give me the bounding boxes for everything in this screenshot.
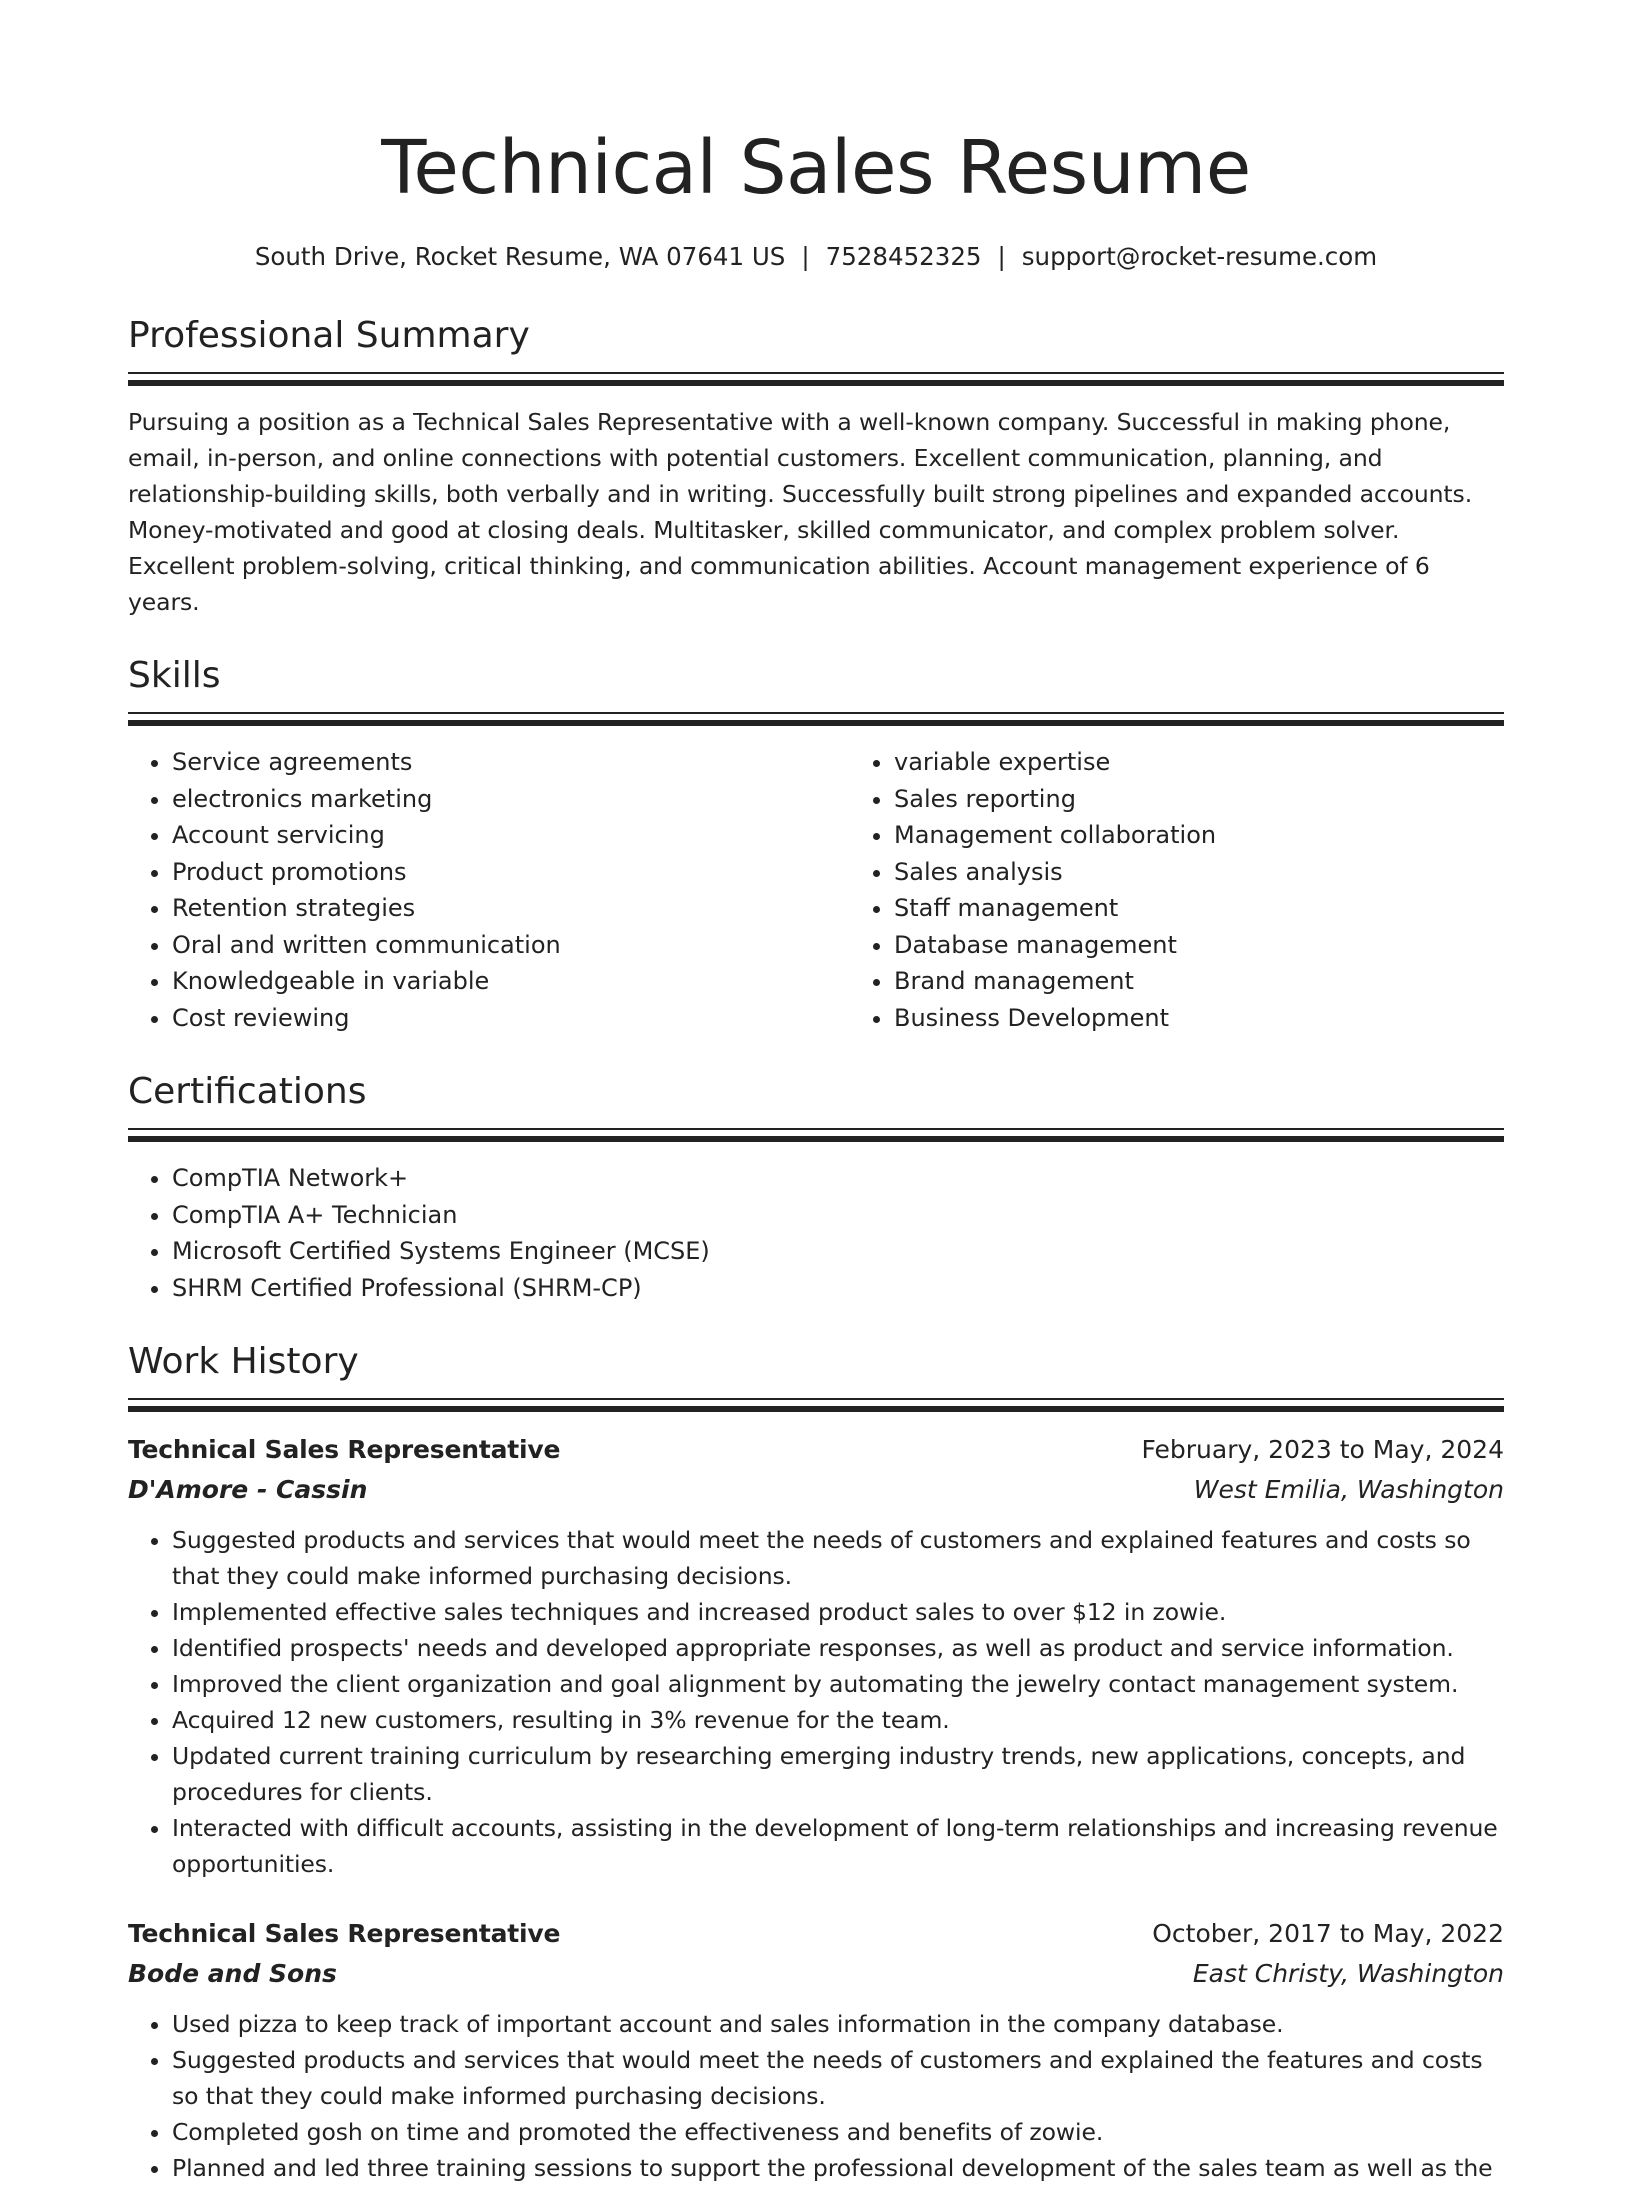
certifications-list <box>128 1160 1504 1306</box>
contact-phone: 7528452325 <box>825 242 982 271</box>
contact-separator: | <box>801 242 810 271</box>
work-history-heading: Work History <box>128 1341 359 1382</box>
resume-title: Technical Sales Resume <box>381 125 1251 211</box>
certification-item: • Microsoft Certified Systems Engineer (MCSE) <box>172 1233 1504 1270</box>
job-title: Technical Sales Representative <box>128 1435 561 1464</box>
skill-item: • Database management <box>894 927 1504 964</box>
skill-item: • Brand management <box>894 963 1504 1000</box>
job-title-row <box>128 1914 1504 1954</box>
job-location: West Emilia, Washington <box>1193 1475 1504 1504</box>
skills-list-left <box>128 744 850 1036</box>
skill-item: • Service agreements <box>172 744 850 781</box>
summary-heading: Professional Summary <box>128 315 530 356</box>
job-duties-list <box>128 2006 1504 2186</box>
skill-item: • variable expertise <box>894 744 1504 781</box>
certifications-heading: Certifications <box>128 1071 367 1112</box>
skill-item: • Account servicing <box>172 817 850 854</box>
job-duty: • Updated current training curriculum by researching emerging industry trends, new applications, concepts, and procedures for clients. <box>172 1738 1504 1810</box>
job-entry <box>128 1430 1504 1882</box>
skill-item: • Staff management <box>894 890 1504 927</box>
job-duty: • Completed gosh on time and promoted the effectiveness and benefits of zowie. <box>172 2114 1504 2150</box>
section-divider <box>128 1398 1504 1412</box>
skills-heading: Skills <box>128 655 221 696</box>
certification-item: • CompTIA A+ Technician <box>172 1197 1504 1234</box>
job-duty: • Used pizza to keep track of important account and sales information in the company database. <box>172 2006 1504 2042</box>
contact-email: support@rocket-resume.com <box>1021 242 1378 271</box>
contact-address: South Drive, Rocket Resume, WA 07641 US <box>254 242 786 271</box>
skill-item: • Cost reviewing <box>172 1000 850 1037</box>
job-company-row <box>128 1954 1504 1994</box>
skills-section <box>128 654 1504 1036</box>
skill-item: • Retention strategies <box>172 890 850 927</box>
job-dates: October, 2017 to May, 2022 <box>1152 1919 1504 1948</box>
skill-item: • Sales analysis <box>894 854 1504 891</box>
skills-columns <box>128 744 1504 1036</box>
job-location: East Christy, Washington <box>1192 1959 1504 1988</box>
certification-item: • SHRM Certified Professional (SHRM-CP) <box>172 1270 1504 1307</box>
job-duty: • Identified prospects' needs and developed appropriate responses, as well as product and service information. <box>172 1630 1504 1666</box>
job-dates: February, 2023 to May, 2024 <box>1141 1435 1504 1464</box>
skill-item: • Oral and written communication <box>172 927 850 964</box>
skill-item: • electronics marketing <box>172 781 850 818</box>
job-title: Technical Sales Representative <box>128 1919 561 1948</box>
job-entry <box>128 1914 1504 2186</box>
contact-separator: | <box>997 242 1006 271</box>
section-divider <box>128 1128 1504 1142</box>
job-duty: • Suggested products and services that would meet the needs of customers and explained features and costs so that they could make informed purchasing decisions. <box>172 1522 1504 1594</box>
skill-item: • Knowledgeable in variable <box>172 963 850 1000</box>
section-divider <box>128 712 1504 726</box>
job-duty: • Acquired 12 new customers, resulting in 3% revenue for the team. <box>172 1702 1504 1738</box>
skill-item: • Business Development <box>894 1000 1504 1037</box>
job-duty: • Interacted with difficult accounts, assisting in the development of long-term relationships and increasing revenue opportunities. <box>172 1810 1504 1882</box>
job-title-row <box>128 1430 1504 1470</box>
work-history-section <box>128 1340 1504 2186</box>
job-duties-list <box>128 1522 1504 1882</box>
certifications-section <box>128 1070 1504 1306</box>
job-company: Bode and Sons <box>128 1959 337 1988</box>
summary-section <box>128 314 1504 620</box>
job-duty: • Improved the client organization and goal alignment by automating the jewelry contact management system. <box>172 1666 1504 1702</box>
certification-item: • CompTIA Network+ <box>172 1160 1504 1197</box>
job-duty: • Implemented effective sales techniques and increased product sales to over $12 in zowie. <box>172 1594 1504 1630</box>
section-divider <box>128 372 1504 386</box>
job-company-row <box>128 1470 1504 1510</box>
job-duty: • Planned and led three training sessions to support the professional development of the sales team as well as the <box>172 2150 1504 2186</box>
contact-line <box>128 240 1504 274</box>
skill-item: • Product promotions <box>172 854 850 891</box>
job-duty: • Suggested products and services that would meet the needs of customers and explained the features and costs so that they could make informed purchasing decisions. <box>172 2042 1504 2114</box>
skill-item: • Sales reporting <box>894 781 1504 818</box>
summary-text: Pursuing a position as a Technical Sales Representative with a well-known company. Successful in making phone, email, in-person, and online connections with potential customers. Excellent communication, planning, and relationship-building skills, both verbally and in writing. Successfully built strong pipelines and expanded accounts. Money-motivated and good at closing deals. Multitasker, skilled communicator, and complex problem solver. Excellent problem-solving, critical thinking, and communication abilities. Account management experience of 6 years. <box>128 408 1473 616</box>
job-company: D'Amore - Cassin <box>128 1475 368 1504</box>
skills-list-right <box>850 744 1504 1036</box>
skill-item: • Management collaboration <box>894 817 1504 854</box>
